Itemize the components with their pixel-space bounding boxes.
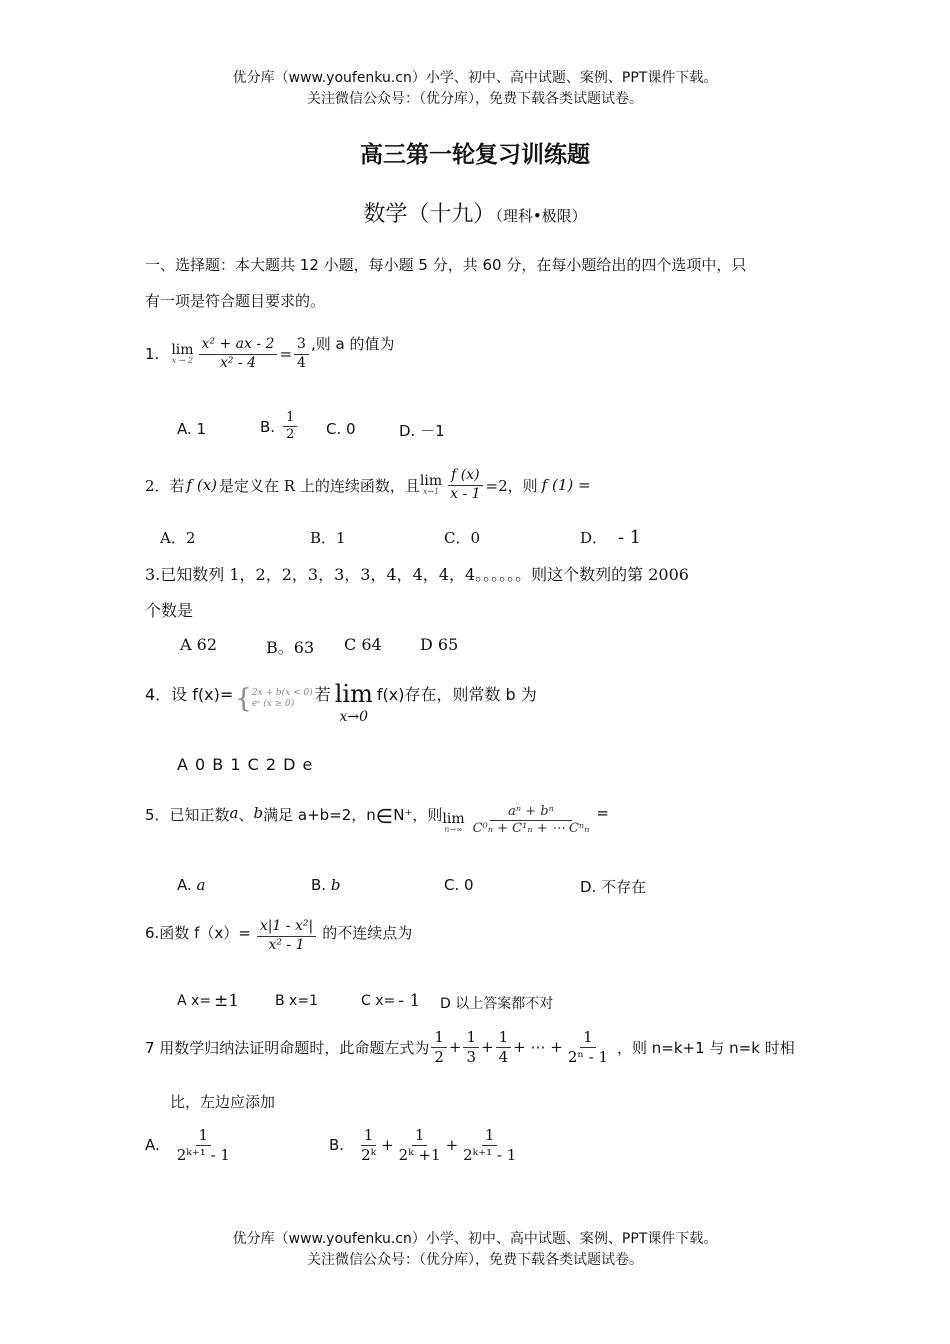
q6-fraction [257,918,316,954]
q4-pre: 4．设 f(x)= [145,685,234,704]
q2-fx: f (x) [186,476,218,494]
q5-option-a [177,876,206,894]
q4-lim-sub: x→0 [339,709,369,725]
question-4 [145,682,537,724]
q2-option-c: C．0 [444,529,481,547]
subtitle-main: 数学（十九） [363,202,496,227]
q1-numerator: x² + ax - 2 [199,336,278,355]
q7-term-2-num: 1 [463,1028,479,1048]
q2-option-a: A．2 [160,529,196,547]
q5-lim-word: lim [442,811,465,827]
q1-lim-word: lim [171,342,194,358]
q7-option-a-den: 2ᵏ⁺¹ - 1 [176,1145,230,1164]
q7-option-b-plus-1: + [381,1136,394,1155]
q3-option-b: B。63 [266,638,315,657]
q6-pre: 6.函数 f（x）= [145,924,251,942]
q2-lim-word: lim [419,473,443,489]
q7-option-b-term-2-num: 1 [412,1126,428,1146]
q2-pre: 2．若 [145,476,185,495]
q7-term-2 [463,1028,479,1067]
q2-numerator: f (x) [448,467,482,486]
q2-lim [420,474,442,496]
q2-f1: f (1) = [541,476,591,494]
q6-option-d: D 以上答案都不对 [440,996,554,1012]
q7-option-b-plus-2: + [445,1136,459,1155]
q3-line-1: 3.已知数列 1，2，2，3，3，3，4，4，4，4。。。。。。则这个数列的第 2006 [145,565,689,584]
q7-plus-2: + [481,1038,494,1057]
q7-term-3-num: 1 [496,1028,512,1048]
q5-b: b [253,804,264,822]
header-line-2: 关注微信公众号：（优分库），免费下载各类试题试卷。 [307,91,643,107]
q5-option-b [311,876,340,894]
q2-option-d-label: D． [580,529,608,547]
header-line-1: 优分库（www.youfenku.cn）小学、初中、高中试题、案例、PPT课件下载。 [232,70,718,86]
q5-option-d: D. 不存在 [580,878,647,896]
footer-line-2: 关注微信公众号：（优分库），免费下载各类试题试卷。 [307,1252,643,1268]
q4-tail: f(x)存在，则常数 b 为 [376,685,537,704]
q7-line-2: 比，左边应添加 [170,1093,276,1111]
q7-option-b-term-1-den: 2ᵏ [361,1145,377,1164]
q4-piecewise [235,686,312,712]
q5-option-c: C. 0 [444,876,474,894]
q7-option-b-term-1-num: 1 [361,1126,377,1146]
q6-numerator: x|1 - x²| [257,918,316,937]
q7-term-1-num: 1 [431,1028,447,1048]
q1-equals: = [279,345,293,363]
q3-option-a: A 62 [180,635,217,654]
q1-rhs-den: 4 [297,354,306,371]
question-5 [145,804,609,838]
q3-option-c: C 64 [344,635,382,654]
q1-number: 1. [145,345,160,363]
page-title: 高三第一轮复习训练题 [360,142,590,168]
question-7 [145,1028,795,1067]
q1-option-b-frac [283,410,297,444]
q3-line-2: 个数是 [145,601,194,620]
q5-option-a-label: A. [177,876,192,894]
q1-option-c: C. 0 [326,420,356,438]
q2-fraction [447,467,483,503]
q5-mid: 满足 a+b=2，n [263,806,376,824]
q5-lim-sub: n→∞ [444,825,463,834]
q1-option-b-num: 1 [283,410,297,427]
q7-option-b-term-3-num: 1 [482,1126,498,1146]
q7-term-1 [431,1028,447,1067]
q4-cases [252,688,313,710]
q5-element-of: ∈ [375,804,394,828]
q7-tail: ，则 n=k+1 与 n=k 时相 [617,1038,795,1057]
q1-denominator: x² - 4 [219,354,257,371]
q2-option-d-value: - 1 [617,527,642,548]
q7-term-4-den: 2ⁿ - 1 [567,1047,608,1066]
q7-dots: + ⋯ + [513,1038,563,1057]
q7-option-b-term-3 [460,1126,519,1165]
q1-option-b-den: 2 [286,427,295,443]
q7-option-a-num: 1 [196,1126,212,1146]
q7-option-b-term-3-den: 2ᵏ⁺¹ - 1 [463,1145,517,1164]
q5-denominator: C⁰ₙ + C¹ₙ + ⋯ Cⁿₙ [472,821,590,837]
q7-plus-1: + [448,1038,462,1057]
q6-option-c [361,991,420,1011]
q2-denominator: x - 1 [450,485,481,502]
q6-option-b: B x=1 [275,993,318,1009]
q4-brace: { [235,684,252,714]
section-intro-line-2: 有一项是符合题目要求的。 [145,292,326,310]
q5-option-b-label: B. [311,876,327,894]
q5-fraction [470,804,593,838]
q6-option-a-value: ±1 [214,991,240,1011]
q4-mid: 若 [314,685,331,704]
q1-lim-sub: x → 2 [171,356,194,365]
q3-option-d: D 65 [420,635,459,654]
q1-rhs [294,336,309,372]
q1-rhs-num: 3 [294,336,309,355]
q5-pre: 5．已知正数 [145,806,230,824]
q6-option-a-label: A x= [177,993,212,1009]
q5-sep: 、 [238,806,254,824]
q6-option-c-label: C x= [361,993,396,1009]
q7-pre: 7 用数学归纳法证明命题时，此命题左式为 [145,1038,430,1057]
q1-tail: ,则 a 的值为 [310,334,395,353]
q1-fraction [199,336,278,372]
q7-option-a [145,1126,235,1165]
question-1 [145,336,394,372]
q4-case-1: 2x + b(x < 0) [251,688,313,699]
q1-option-b-label: B. [260,417,276,436]
q6-option-a [177,991,239,1011]
q1-option-b [260,410,299,444]
q5-a: a [229,804,239,822]
q5-option-b-value: b [330,876,341,894]
q4-lim [335,682,373,724]
q7-option-b-term-2 [396,1126,444,1165]
q7-option-b-term-2-den: 2ᵏ +1 [398,1145,441,1164]
q5-n-plus: N⁺，则 [393,806,443,824]
q2-option-b: B．1 [310,529,346,547]
q7-term-2-den: 3 [466,1047,476,1066]
q7-option-b-label: B. [329,1136,345,1155]
q2-lim-sub: x→1 [422,487,440,496]
q6-tail: 的不连续点为 [322,924,413,942]
q6-denominator: x² - 1 [268,936,305,953]
q7-term-1-den: 2 [434,1047,444,1066]
q7-option-b-term-1 [358,1126,379,1165]
q7-option-b [329,1126,521,1165]
q1-option-d: D. －1 [399,422,445,440]
q1-option-a: A. 1 [177,420,207,438]
q5-lim [442,812,464,834]
page-subtitle [0,197,950,228]
q5-tail: = [596,804,609,822]
q2-option-d [580,527,641,548]
q1-lim [171,343,193,365]
q5-option-a-value: a [196,876,206,894]
q7-term-4 [565,1028,611,1067]
q4-case-2: eˣ (x ≥ 0) [251,699,295,709]
q5-numerator: aⁿ + bⁿ [490,804,572,821]
q4-lim-word: lim [334,680,373,708]
subtitle-note: （理科•极限） [495,207,587,225]
q7-option-a-label: A. [145,1136,160,1155]
section-intro-line-1: 一、选择题：本大题共 12 小题，每小题 5 分，共 60 分，在每小题给出的四个选项中，只 [145,256,747,274]
q7-term-3 [496,1028,512,1067]
q7-option-a-frac [174,1126,233,1165]
q7-term-3-den: 4 [498,1047,509,1066]
q7-term-4-num: 1 [580,1028,596,1048]
footer-line-1: 优分库（www.youfenku.cn）小学、初中、高中试题、案例、PPT课件下载。 [232,1231,718,1247]
q4-options: A 0 B 1 C 2 D e [177,755,313,774]
question-6 [145,918,412,954]
q2-mid: 是定义在 R 上的连续函数，且 [219,476,420,495]
q2-tail: =2，则 [485,476,538,495]
question-2 [145,467,591,503]
q6-option-c-value: - 1 [398,991,421,1011]
